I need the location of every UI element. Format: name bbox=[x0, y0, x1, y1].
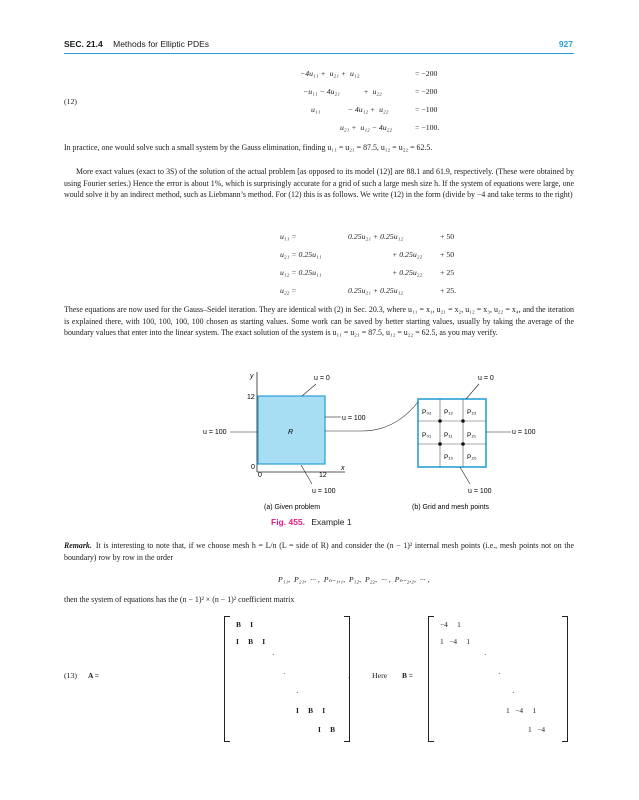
eq12-row-2-rhs: = −200 bbox=[415, 87, 438, 96]
matrix-b-row-1: −4 1 bbox=[440, 620, 461, 629]
iter-row-1-rhs: + 50 bbox=[440, 232, 455, 241]
point-label-p11: P₁₁ bbox=[444, 432, 453, 439]
matrix-b-row-n1: 1 −4 1 bbox=[506, 706, 537, 715]
here-label: Here bbox=[372, 671, 388, 680]
point-label-p20: P₂₀ bbox=[467, 454, 477, 461]
matrix-b-dot: · bbox=[512, 688, 515, 697]
label-b-bottom-u100: u = 100 bbox=[468, 488, 492, 495]
remark-paragraph bbox=[64, 540, 574, 563]
y-axis-label: y bbox=[250, 373, 254, 380]
eq12-row-4-lhs: u₂₁ + u₁₂ − 4u₂₂ bbox=[340, 123, 393, 132]
matrix-a-dot: · bbox=[283, 669, 286, 678]
iter-row-2-rhs: + 50 bbox=[440, 250, 455, 259]
mesh-point bbox=[438, 419, 442, 423]
iter-row-3-lhs: u₁₂ = 0.25u₁₁ bbox=[280, 268, 322, 277]
matrix-a-row-1: B I bbox=[236, 620, 254, 629]
period: . bbox=[348, 671, 350, 680]
y-tick-12: 12 bbox=[247, 394, 255, 401]
matrix-b-dot: · bbox=[484, 650, 487, 659]
caption-a: (a) Given problem bbox=[264, 504, 321, 511]
iter-row-3-rhs: + 25 bbox=[440, 268, 455, 277]
matrix-b-dot: · bbox=[498, 669, 501, 678]
eq12-row-1-rhs: = −200 bbox=[415, 69, 438, 78]
equation-label-12: (12) bbox=[64, 97, 77, 106]
remark-text: It is interesting to note that, if we choose mesh h = L/n (L = side of R) and consider the (n − 1)² internal mesh points (i.e., mesh points not on the boundary) row by row in the order bbox=[64, 541, 574, 562]
origin-label-x: 0 bbox=[258, 472, 262, 479]
matrix-a-dot: · bbox=[296, 688, 299, 697]
mesh-point bbox=[438, 442, 442, 446]
section-number: SEC. 21.4 bbox=[64, 39, 103, 49]
matrix-a-row-n1: I B I bbox=[296, 706, 326, 715]
label-bottom-u100: u = 100 bbox=[312, 488, 336, 495]
eq12-row-1-lhs: −4u₁₁ + u₂₁ + u₁₂ bbox=[300, 69, 360, 78]
page-number: 927 bbox=[558, 39, 573, 49]
paragraph-exact-values: More exact values (exact to 3S) of the solution of the actual problem [as opposed to its model (12)] are 88.1 and 61.9, respectively. (These were obtained by using Fourier series.) Hence the error is about 1%, which is surprisingly accurate for a grid of such a large mesh size h. If the system of equations were large, one would solve it by an indirect method, such as Liebmann’s method. For (12) this is as follows. We write (12) in the form (divide by −4 and take terms to the right) bbox=[64, 167, 574, 200]
origin-label: 0 bbox=[251, 464, 255, 471]
remark-label: Remark. bbox=[64, 541, 92, 550]
matrix-b-row-n: 1 −4 bbox=[528, 725, 546, 734]
iter-row-4-lhs: u₂₂ = bbox=[280, 286, 297, 295]
matrix-a-left-bracket bbox=[224, 616, 230, 742]
equation-label-13: (13) bbox=[64, 671, 77, 680]
iter-row-2-lhs: u₂₁ = 0.25u₁₁ bbox=[280, 250, 322, 259]
pointer-b-top bbox=[466, 384, 479, 399]
region-label: R bbox=[288, 429, 294, 436]
mesh-point-order: P₁₁, P₂₁, ··· , Pₙ₋₁,₁, P₁₂, P₂₂, ··· , Pₙ₋₂,₂, ··· , bbox=[278, 575, 430, 584]
caption-b: (b) Grid and mesh points bbox=[412, 504, 490, 511]
label-b-right-u100: u = 100 bbox=[512, 429, 536, 436]
pointer-top-line bbox=[302, 384, 316, 396]
mesh-point bbox=[461, 442, 465, 446]
point-label-p01: P₀₁ bbox=[422, 432, 432, 439]
mesh-point bbox=[461, 419, 465, 423]
figure-title: Example 1 bbox=[311, 517, 352, 527]
iter-row-1-lhs: u₁₁ = bbox=[280, 232, 297, 241]
x-tick-12: 12 bbox=[319, 472, 327, 479]
connector-line bbox=[325, 402, 418, 431]
figure-b-grid bbox=[412, 375, 536, 511]
figure-a-given-problem bbox=[203, 372, 366, 511]
section-title: Methods for Elliptic PDEs bbox=[113, 39, 210, 49]
eq12-row-4-rhs: = −100. bbox=[415, 123, 440, 132]
iter-row-4-mid: 0.25u₂₁ + 0.25u₁₂ bbox=[348, 286, 404, 295]
matrix-a-label: A = bbox=[88, 671, 99, 680]
paragraph-gauss-seidel: These equations are now used for the Gauss–Seidel iteration. They are identical with (2) in Sec. 20.3, where u₁₁ = x₁, u₂₁ = x₂, u₁₂ = x₃, u₂₂ = x₄, and the iteration is explained there, with 100, 100, 100, 100 chosen as starting values. Some work can be saved by better starting values, usually by taking the average of the boundary values that enter into the linear system. The exact solution of the system is u₁₁ = u₂₁ = 87.5, u₁₂ = u₂₂ = 62.5, as you may verify. bbox=[64, 305, 574, 338]
pointer-b-bottom bbox=[460, 467, 470, 484]
x-axis-label: x bbox=[341, 465, 345, 472]
iter-row-4-rhs: + 25. bbox=[440, 286, 457, 295]
label-b-top-u0: u = 0 bbox=[478, 375, 494, 382]
matrix-b-right-bracket bbox=[562, 616, 568, 742]
paragraph-gauss-elimination: In practice, one would solve such a small system by the Gauss elimination, finding u₁₁ = u₂₁ = 87.5, u₁₂ = u₂₂ = 62.5. bbox=[64, 143, 433, 152]
eq12-row-3-lhs: u₁₁ − 4u₁₂ + u₂₂ bbox=[311, 105, 389, 114]
matrix-b-row-2: 1 −4 1 bbox=[440, 637, 471, 646]
figure-number: Fig. 455. bbox=[271, 517, 306, 527]
label-left-u100: u = 100 bbox=[203, 429, 227, 436]
point-label-p22: P₂₂ bbox=[467, 409, 477, 416]
point-label-p02: P₀₂ bbox=[422, 409, 432, 416]
point-label-p12: P₁₂ bbox=[444, 409, 454, 416]
eq12-row-3-rhs: = −100 bbox=[415, 105, 438, 114]
iter-row-1-mid: 0.25u₂₁ + 0.25u₁₂ bbox=[348, 232, 404, 241]
remark-after: then the system of equations has the (n − 1)² × (n − 1)² coefficient matrix bbox=[64, 595, 295, 604]
label-right-u100: u = 100 bbox=[342, 415, 366, 422]
label-top-u0: u = 0 bbox=[314, 375, 330, 382]
matrix-a-row-n: I B bbox=[318, 725, 336, 734]
iter-row-3-mid: + 0.25u₂₂ bbox=[392, 268, 423, 277]
matrix-b-label: B = bbox=[402, 671, 413, 680]
eq12-row-2-lhs: −u₁₁ − 4u₂₁ + u₂₂ bbox=[303, 87, 382, 96]
point-label-p10: P₁₀ bbox=[444, 454, 454, 461]
pointer-bottom-line bbox=[301, 465, 312, 484]
figure-caption bbox=[271, 517, 352, 527]
point-label-p21: P₂₁ bbox=[467, 432, 477, 439]
matrix-b-left-bracket bbox=[428, 616, 434, 742]
matrix-a-row-2: I B I bbox=[236, 637, 266, 646]
iter-row-2-mid: + 0.25u₂₂ bbox=[392, 250, 423, 259]
matrix-a-dot: · bbox=[272, 650, 275, 659]
